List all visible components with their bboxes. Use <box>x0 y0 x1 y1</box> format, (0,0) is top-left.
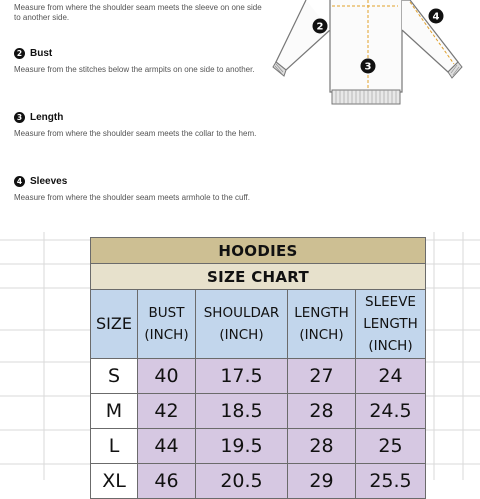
sleeves-description: Measure from where the shoulder seam meets armhole to the cuff. <box>14 193 250 202</box>
marker-4-label: 4 <box>432 11 440 23</box>
marker-2-label: 2 <box>316 21 324 33</box>
sleeve-cell: 24.5 <box>356 394 426 429</box>
marker-3-label: 3 <box>364 61 372 73</box>
shoulder-description: Measure from where the shoulder seam meets the sleeve on one side to another side. <box>14 3 262 22</box>
size-cell: M <box>91 394 138 429</box>
number-4-icon: 4 <box>14 176 25 187</box>
table-row <box>91 429 426 464</box>
bust-description: Measure from the stitches below the armpits on one side to another. <box>14 65 255 74</box>
size-cell: S <box>91 359 138 394</box>
hoodie-illustration-icon <box>270 0 470 110</box>
header-sleeve-length: SLEEVE LENGTH (INCH) <box>356 290 426 359</box>
shoulder-cell: 19.5 <box>196 429 288 464</box>
table-row <box>91 464 426 499</box>
sleeve-cell: 25.5 <box>356 464 426 499</box>
bust-section <box>14 48 264 75</box>
size-cell: XL <box>91 464 138 499</box>
bust-cell: 40 <box>138 359 196 394</box>
sleeve-cell: 24 <box>356 359 426 394</box>
length-cell: 28 <box>288 429 356 464</box>
length-section <box>14 112 264 139</box>
header-size: SIZE <box>91 290 138 359</box>
bust-cell: 46 <box>138 464 196 499</box>
shoulder-cell: 20.5 <box>196 464 288 499</box>
table-row <box>91 394 426 429</box>
length-cell: 28 <box>288 394 356 429</box>
size-cell: L <box>91 429 138 464</box>
sleeve-cell: 25 <box>356 429 426 464</box>
bust-title: Bust <box>30 48 53 59</box>
header-shoulder: SHOULDAR (INCH) <box>196 290 288 359</box>
number-3-icon: 3 <box>14 112 25 123</box>
bust-cell: 42 <box>138 394 196 429</box>
shoulder-cell: 17.5 <box>196 359 288 394</box>
sleeves-title: Sleeves <box>30 176 68 187</box>
header-length: LENGTH (INCH) <box>288 290 356 359</box>
table-row <box>91 359 426 394</box>
length-cell: 27 <box>288 359 356 394</box>
chart-subtitle: SIZE CHART <box>91 264 426 290</box>
measuring-guide <box>0 0 480 232</box>
length-description: Measure from where the shoulder seam meets the collar to the hem. <box>14 129 257 138</box>
length-title: Length <box>30 112 64 123</box>
length-cell: 29 <box>288 464 356 499</box>
number-2-icon: 2 <box>14 48 25 59</box>
shoulder-section <box>14 3 264 23</box>
chart-title: HOODIES <box>91 238 426 264</box>
bust-cell: 44 <box>138 429 196 464</box>
header-bust: BUST (INCH) <box>138 290 196 359</box>
size-chart-table <box>90 237 426 499</box>
sleeves-section <box>14 176 264 203</box>
shoulder-cell: 18.5 <box>196 394 288 429</box>
